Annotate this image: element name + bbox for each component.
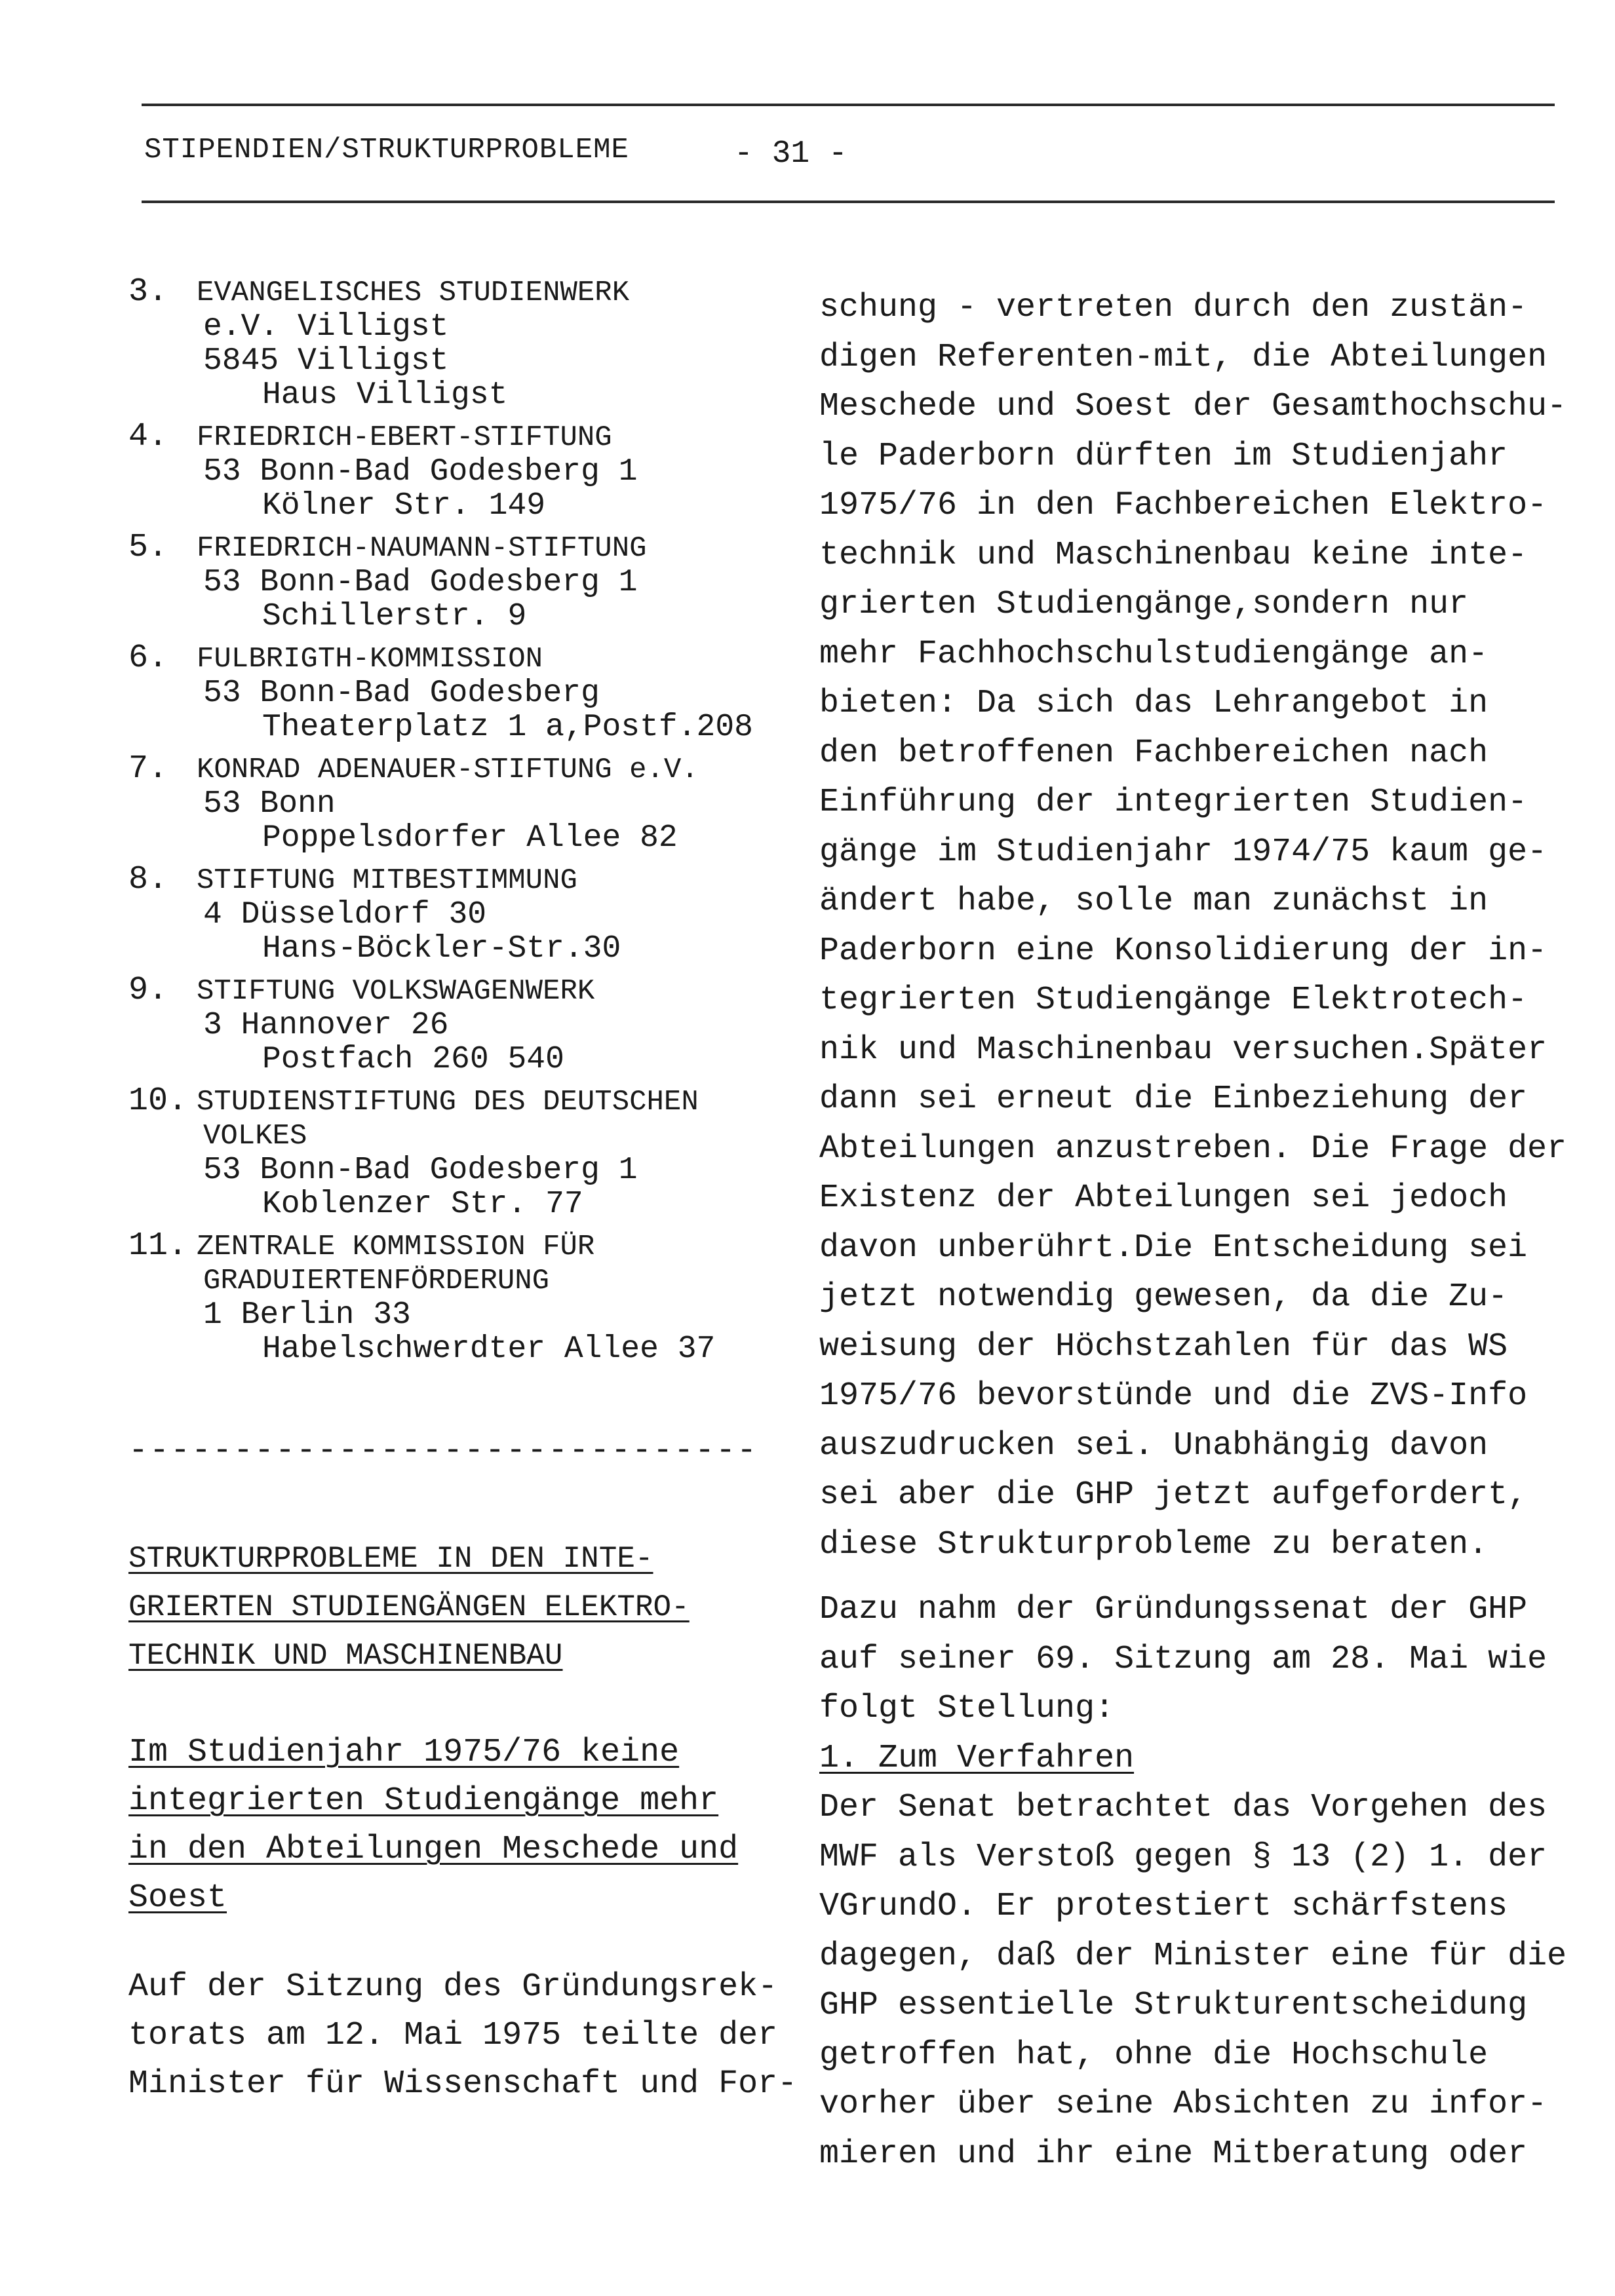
foundation-entry-name: VOLKES — [203, 1120, 307, 1153]
section-divider: ------------------------------ — [128, 1432, 758, 1470]
foundation-entry-city: 53 Bonn-Bad Godesberg 1 — [203, 1153, 638, 1188]
body-paragraph-2 — [819, 1585, 1586, 1734]
foundation-entry-number: 6. — [128, 640, 168, 677]
foundation-entry-city: 5845 Villigst — [203, 343, 449, 379]
paragraph-line: technik und Maschinenbau keine inte- — [819, 536, 1528, 574]
foundation-entry-name: ZENTRALE KOMMISSION FÜR — [197, 1231, 595, 1263]
foundation-entry — [128, 974, 804, 1077]
foundation-entry-name: STIFTUNG VOLKSWAGENWERK — [197, 975, 595, 1008]
foundation-entry-street: Kölner Str. 149 — [262, 488, 546, 524]
foundation-entry-name: FULBRIGTH-KOMMISSION — [197, 643, 543, 676]
paragraph-line: bieten: Da sich das Lehrangebot in — [819, 685, 1489, 722]
paragraph-line: Existenz der Abteilungen sei jedoch — [819, 1179, 1508, 1217]
paragraph-line: VGrundO. Er protestiert schärfstens — [819, 1888, 1508, 1925]
foundation-list — [128, 275, 804, 1366]
paragraph-line: getroffen hat, ohne die Hochschule — [819, 2036, 1489, 2074]
paragraph-line: 1975/76 in den Fachbereichen Elektro- — [819, 487, 1547, 524]
paragraph-line: mehr Fachhochschulstudiengänge an- — [819, 635, 1489, 673]
paragraph-line: ändert habe, solle man zunächst in — [819, 883, 1489, 920]
foundation-entry-heading — [128, 863, 804, 898]
paragraph-line: weisung der Höchstzahlen für das WS — [819, 1328, 1508, 1366]
section-heading-line: STRUKTURPROBLEME IN DEN INTE- — [128, 1542, 653, 1576]
section-subheading — [128, 1729, 804, 1923]
paragraph-line: 1975/76 bevorstünde und die ZVS-Info — [819, 1377, 1528, 1415]
foundation-entry-number: 10. — [128, 1082, 188, 1120]
paragraph-line: Paderborn eine Konsolidierung der in- — [819, 932, 1547, 970]
paragraph-line: nik und Maschinenbau versuchen.Später — [819, 1031, 1547, 1069]
left-column — [128, 275, 804, 2109]
paragraph-line: digen Referenten-mit, die Abteilungen — [819, 338, 1547, 376]
paragraph-line: le Paderborn dürften im Studienjahr — [819, 437, 1508, 475]
section-heading-line: TECHNIK UND MASCHINENBAU — [128, 1639, 563, 1673]
foundation-entry-city: 53 Bonn-Bad Godesberg — [203, 676, 600, 711]
foundation-entry-heading — [128, 1084, 804, 1119]
paragraph-line: dann sei erneut die Einbeziehung der — [819, 1081, 1528, 1118]
foundation-entry-street: Poppelsdorfer Allee 82 — [262, 820, 678, 856]
foundation-entry-city: 4 Düsseldorf 30 — [203, 897, 487, 932]
foundation-entry-city: 53 Bonn-Bad Godesberg 1 — [203, 454, 638, 489]
foundation-entry-city: 3 Hannover 26 — [203, 1008, 449, 1043]
paragraph-line: Einführung der integrierten Studien- — [819, 784, 1528, 821]
foundation-entry-number: 5. — [128, 529, 168, 566]
foundation-entry-number: 3. — [128, 273, 168, 311]
section-subheading-line: Soest — [128, 1879, 227, 1917]
section-subheading-line: Im Studienjahr 1975/76 keine — [128, 1734, 680, 1771]
foundation-entry-name: EVANGELISCHES STUDIENWERK — [197, 277, 630, 309]
foundation-entry — [128, 420, 804, 523]
foundation-entry-number: 7. — [128, 750, 168, 788]
paragraph-line: gänge im Studienjahr 1974/75 kaum ge- — [819, 833, 1547, 871]
foundation-entry-heading — [128, 641, 804, 676]
body-paragraph-3 — [819, 1783, 1586, 2179]
foundation-entry-heading — [128, 752, 804, 787]
paragraph-line: tegrierten Studiengänge Elektrotech- — [819, 982, 1528, 1019]
foundation-entry-street: Schillerstr. 9 — [262, 599, 527, 634]
paragraph-line: schung - vertreten durch den zustän- — [819, 289, 1528, 326]
paragraph-line: auf seiner 69. Sitzung am 28. Mai wie — [819, 1640, 1547, 1678]
paragraph-line: mieren und ihr eine Mitberatung oder — [819, 2135, 1528, 2173]
paragraph-line: Der Senat betrachtet das Vorgehen des — [819, 1789, 1547, 1826]
foundation-entry-heading — [128, 974, 804, 1008]
foundation-entry-heading — [128, 275, 804, 310]
right-column — [819, 283, 1586, 2179]
foundation-entry-number: 11. — [128, 1227, 188, 1265]
header-rule-top — [142, 104, 1555, 106]
foundation-entry-street: Postfach 260 540 — [262, 1042, 564, 1077]
paragraph-line: Auf der Sitzung des Gründungsrek- — [128, 1968, 778, 2006]
foundation-entry-street: Hans-Böckler-Str.30 — [262, 931, 621, 966]
foundation-entry-name: FRIEDRICH-EBERT-STIFTUNG — [197, 421, 612, 454]
paragraph-line: davon unberührt.Die Entscheidung sei — [819, 1229, 1528, 1267]
foundation-entry-name: KONRAD ADENAUER-STIFTUNG e.V. — [197, 754, 699, 786]
foundation-entry — [128, 752, 804, 855]
paragraph-line: Dazu nahm der Gründungssenat der GHP — [819, 1591, 1528, 1628]
foundation-entry-number: 8. — [128, 861, 168, 898]
section-subheading-line: integrierten Studiengänge mehr — [128, 1782, 719, 1820]
foundation-entry — [128, 641, 804, 744]
foundation-entry-heading — [128, 1229, 804, 1264]
section-heading — [128, 1535, 804, 1680]
paragraph-line: Meschede und Soest der Gesamthochschu- — [819, 388, 1567, 425]
foundation-entry-number: 9. — [128, 972, 168, 1009]
foundation-entry-street: Koblenzer Str. 77 — [262, 1187, 583, 1222]
paragraph-line: GHP essentielle Strukturentscheidung — [819, 1987, 1528, 2024]
foundation-entry-name: GRADUIERTENFÖRDERUNG — [203, 1265, 550, 1297]
paragraph-line: auszudrucken sei. Unabhängig davon — [819, 1426, 1489, 1464]
section-heading-line: GRIERTEN STUDIENGÄNGEN ELEKTRO- — [128, 1590, 690, 1624]
paragraph-line: folgt Stellung: — [819, 1690, 1115, 1727]
foundation-entry — [128, 1084, 804, 1221]
foundation-entry-city: 53 Bonn — [203, 786, 336, 822]
foundation-entry-heading — [128, 420, 804, 455]
intro-paragraph — [128, 1963, 804, 2109]
paragraph-line: Minister für Wissenschaft und For- — [128, 2065, 798, 2103]
header-rule-bottom — [142, 201, 1555, 203]
foundation-entry-name: STUDIENSTIFTUNG DES DEUTSCHEN — [197, 1086, 699, 1119]
paragraph-line: diese Strukturprobleme zu beraten. — [819, 1525, 1489, 1563]
paragraph-line: den betroffenen Fachbereichen nach — [819, 734, 1489, 772]
foundation-entry — [128, 275, 804, 412]
paragraph-line: vorher über seine Absichten zu infor- — [819, 2086, 1547, 2123]
foundation-entry-heading — [128, 531, 804, 565]
paragraph-line: torats am 12. Mai 1975 teilte der — [128, 2017, 778, 2054]
paragraph-line: Abteilungen anzustreben. Die Frage der — [819, 1130, 1567, 1168]
body-paragraph-1 — [819, 283, 1586, 1569]
paragraph-line: grierten Studiengänge,sondern nur — [819, 586, 1469, 623]
foundation-entry-city: 53 Bonn-Bad Godesberg 1 — [203, 565, 638, 600]
paragraph-line: MWF als Verstoß gegen § 13 (2) 1. der — [819, 1838, 1547, 1876]
paragraph-line: sei aber die GHP jetzt aufgefordert, — [819, 1476, 1528, 1514]
page-number: - 31 - — [734, 136, 847, 172]
paragraph-line: dagegen, daß der Minister eine für die — [819, 1937, 1567, 1975]
section-subheading-line: in den Abteilungen Meschede und — [128, 1831, 739, 1868]
foundation-entry — [128, 863, 804, 966]
foundation-entry-name: STIFTUNG MITBESTIMMUNG — [197, 864, 577, 897]
foundation-entry-street: Theaterplatz 1 a,Postf.208 — [262, 710, 753, 745]
foundation-entry-name: FRIEDRICH-NAUMANN-STIFTUNG — [197, 532, 647, 565]
running-head: STIPENDIEN/STRUKTURPROBLEME — [144, 134, 629, 166]
foundation-entry — [128, 531, 804, 634]
foundation-entry-street: Haus Villigst — [262, 377, 508, 413]
foundation-entry-city: e.V. Villigst — [203, 309, 449, 345]
foundation-entry-number: 4. — [128, 418, 168, 455]
foundation-entry — [128, 1229, 804, 1366]
procedure-subheading: 1. Zum Verfahren — [819, 1739, 1135, 1777]
foundation-entry-city: 1 Berlin 33 — [203, 1297, 411, 1333]
foundation-entry-street: Habelschwerdter Allee 37 — [262, 1331, 716, 1367]
paragraph-line: jetzt notwendig gewesen, da die Zu- — [819, 1278, 1508, 1316]
